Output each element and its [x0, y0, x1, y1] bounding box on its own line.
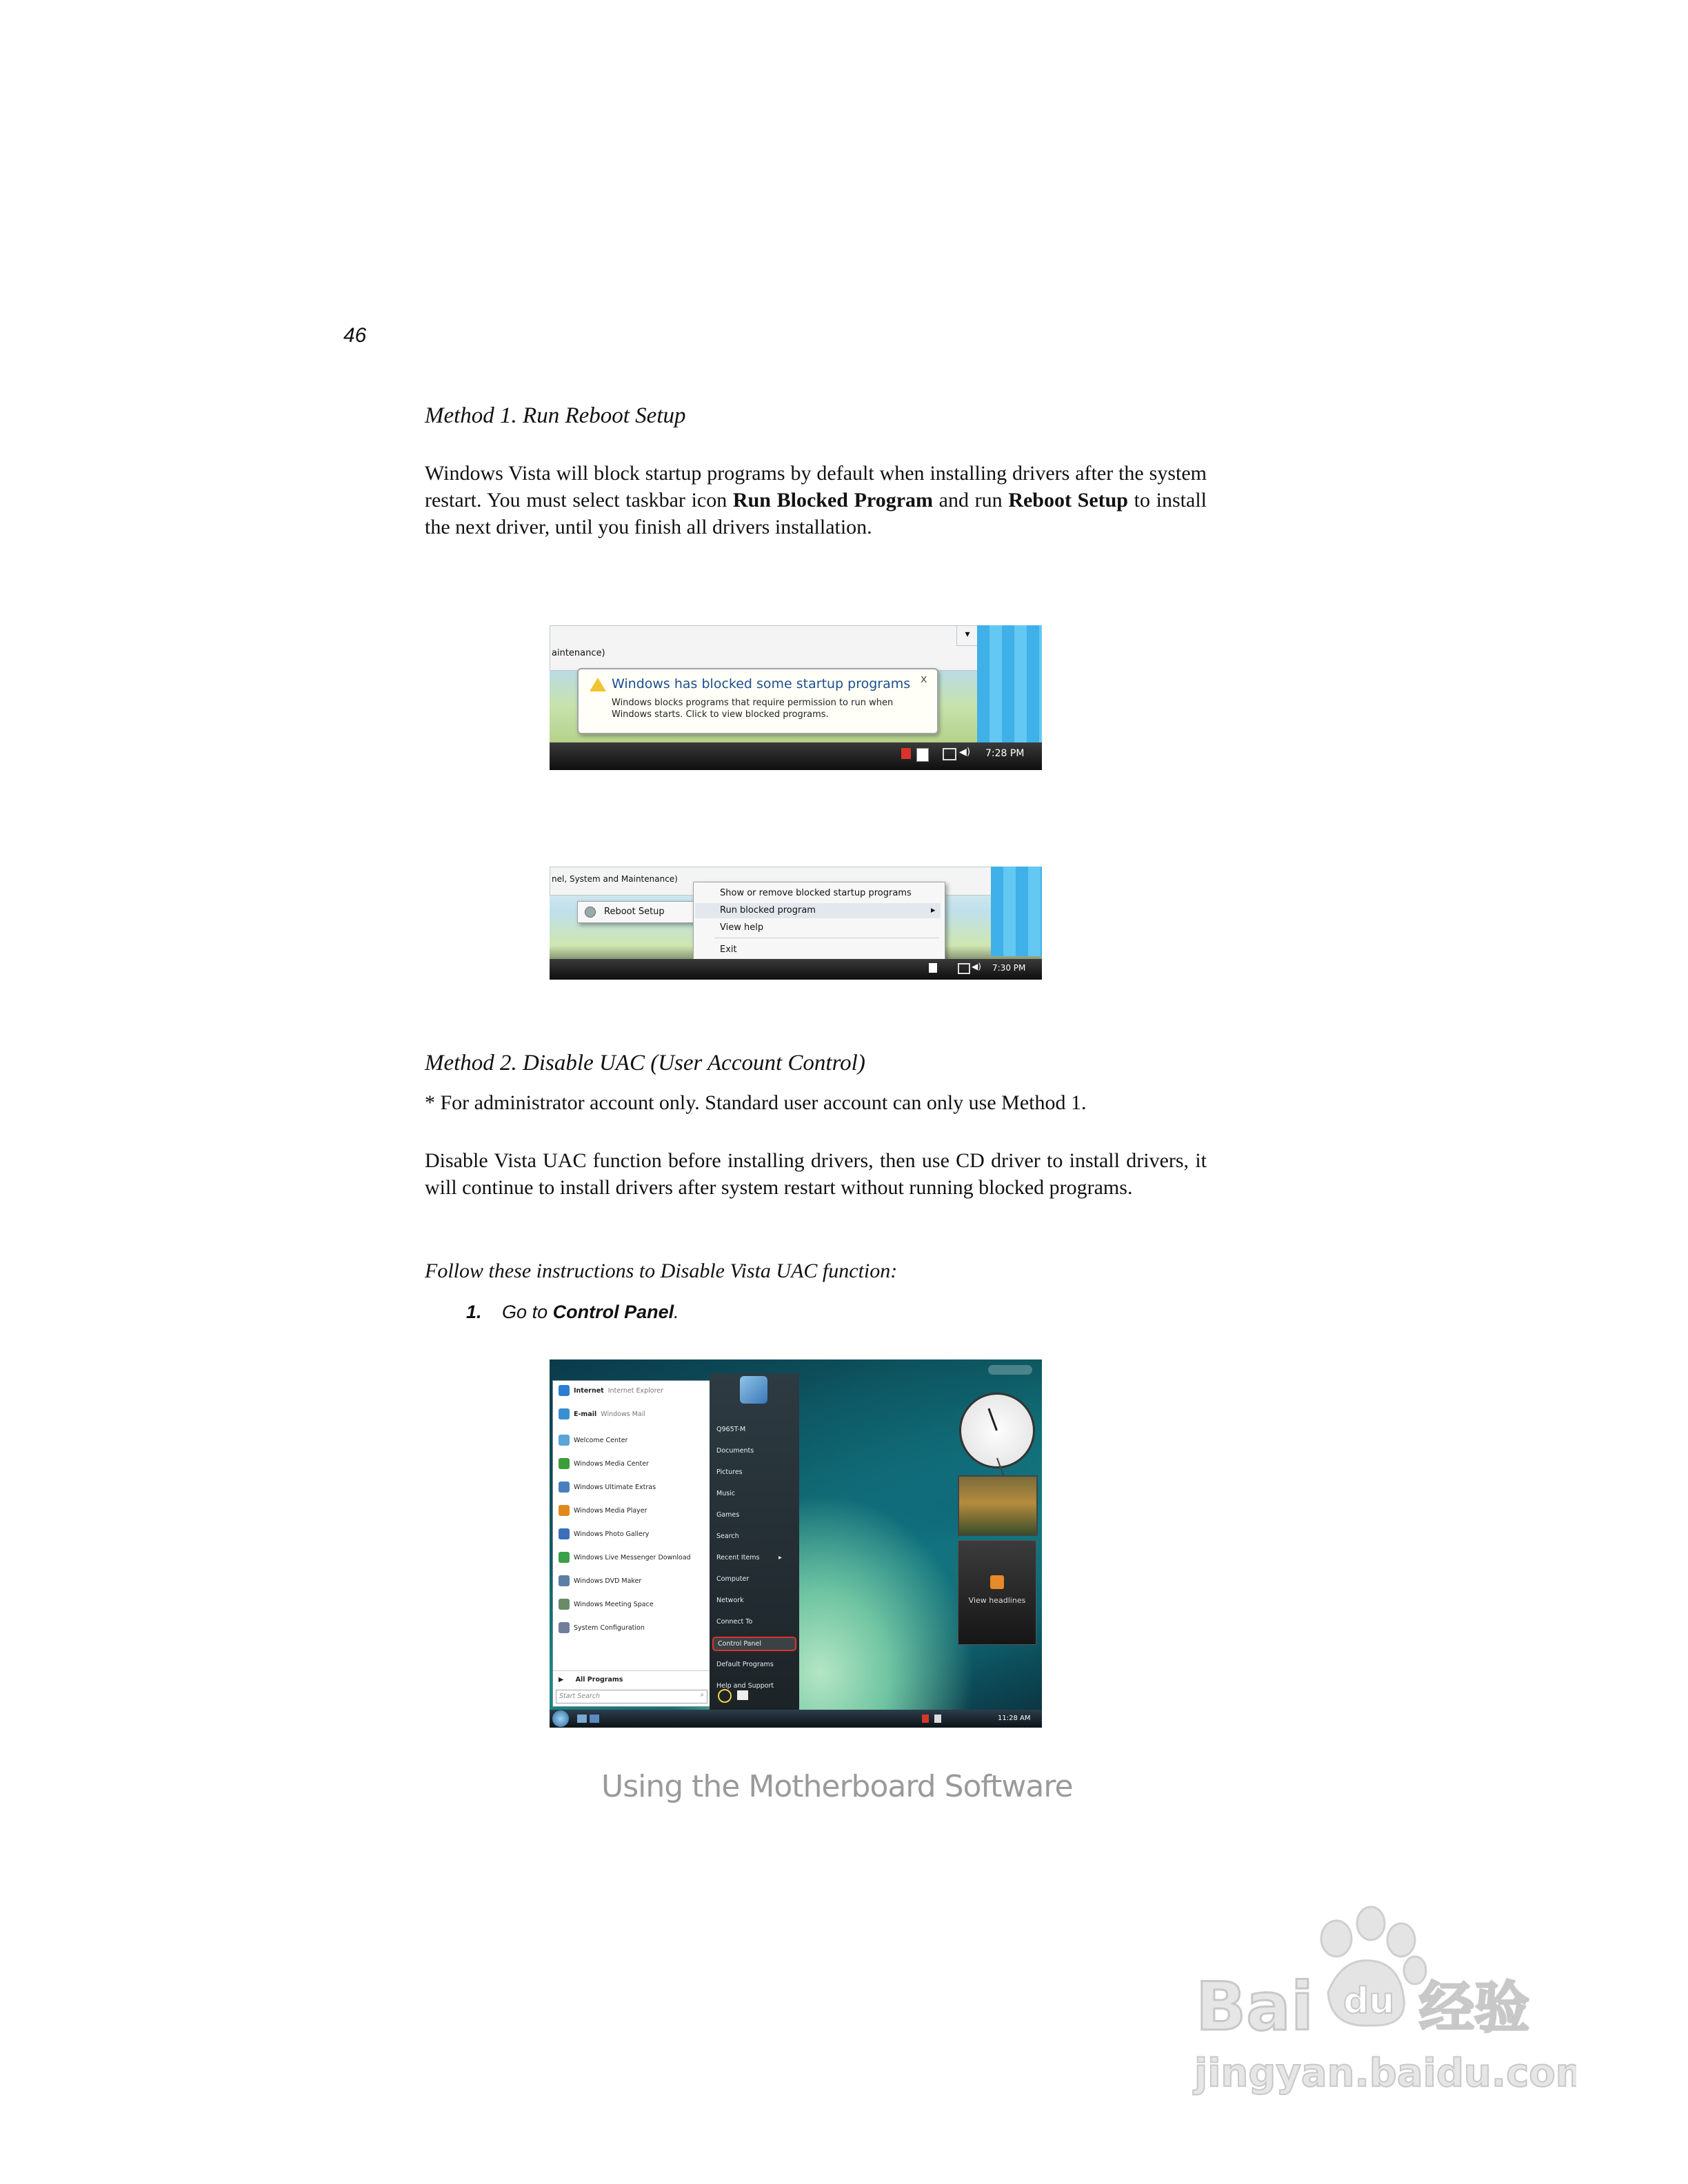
method1-heading: Method 1. Run Reboot Setup: [425, 403, 686, 428]
program-label: Windows Ultimate Extras: [574, 1483, 656, 1491]
places-item[interactable]: Default Programs: [716, 1661, 774, 1668]
all-programs-label: All Programs: [575, 1676, 623, 1684]
program-icon: [559, 1528, 570, 1539]
shield-icon[interactable]: [916, 748, 929, 762]
desktop-background-strip: [991, 867, 1042, 956]
baidu-logo-text: Bai: [1196, 1968, 1314, 2045]
all-programs-button[interactable]: [559, 1676, 623, 1684]
program-icon: [559, 1435, 570, 1446]
start-menu-item[interactable]: [559, 1385, 663, 1396]
lock-icon[interactable]: [737, 1690, 748, 1700]
taskbar: [550, 1710, 1042, 1728]
screenshot-context-menu: [550, 867, 1042, 980]
program-sublabel: Windows Mail: [601, 1410, 645, 1418]
program-sublabel: Internet Explorer: [607, 1386, 664, 1395]
dropdown-button[interactable]: ▾: [956, 625, 978, 646]
program-icon: [559, 1385, 570, 1396]
control-panel-item[interactable]: Control Panel: [712, 1637, 796, 1651]
balloon-title: Windows has blocked some startup programs: [612, 676, 911, 691]
taskbar-clock[interactable]: 11:28 AM: [998, 1715, 1031, 1722]
program-label: Welcome Center: [574, 1436, 628, 1444]
places-item[interactable]: Documents: [716, 1447, 754, 1455]
quick-launch-icon-2[interactable]: [590, 1715, 599, 1723]
program-label: System Configuration: [574, 1624, 645, 1632]
program-label: Windows Meeting Space: [574, 1600, 654, 1608]
program-label: E-mail: [574, 1410, 597, 1418]
program-label: Windows DVD Maker: [574, 1577, 642, 1585]
feed-headlines-gadget[interactable]: [958, 1540, 1036, 1645]
blocked-program-tray-icon[interactable]: [901, 748, 911, 759]
network-icon[interactable]: [943, 748, 956, 760]
program-label: Windows Photo Gallery: [574, 1530, 650, 1538]
program-icon: [559, 1552, 570, 1563]
baidu-paw-logo: [1190, 1903, 1576, 2110]
places-item[interactable]: Search: [716, 1533, 739, 1540]
view-headlines-label: View headlines: [968, 1596, 1026, 1605]
start-menu-item[interactable]: [559, 1505, 647, 1516]
method1-paragraph: [425, 460, 1207, 540]
places-item[interactable]: Games: [716, 1511, 740, 1519]
start-menu-divider: [553, 1670, 710, 1671]
quick-launch-icon[interactable]: [577, 1715, 587, 1723]
balloon-text: Windows blocks programs that require permission to run when Windows starts. Click to view blocked programs.: [612, 698, 894, 720]
arrow-right-icon: ▶: [559, 1676, 564, 1684]
sidebar-controls[interactable]: [988, 1365, 1032, 1375]
taskbar-clock[interactable]: 7:30 PM: [992, 963, 1026, 973]
network-icon[interactable]: [958, 963, 970, 974]
start-menu-item[interactable]: [559, 1599, 654, 1610]
method2-instructions: Follow these instructions to Disable Vista UAC function:: [425, 1260, 898, 1282]
start-menu-programs-pane: [552, 1380, 711, 1707]
method1-text-3: to install the next driver, until you finish all drivers installation.: [425, 489, 1207, 538]
clock-gadget[interactable]: [959, 1393, 1035, 1468]
method1-text-2: and run: [933, 489, 1009, 512]
start-menu-item[interactable]: [559, 1528, 649, 1539]
places-item[interactable]: Connect To: [716, 1618, 753, 1626]
user-picture-icon: [740, 1376, 767, 1404]
jingyan-url: jingyan.baidu.com: [1194, 2051, 1576, 2096]
tray-context-menu: [693, 882, 945, 964]
tray-icon[interactable]: [922, 1715, 929, 1723]
screenshot-start-menu: [550, 1359, 1042, 1728]
page-number: 46: [343, 324, 367, 347]
start-menu-item[interactable]: [559, 1552, 691, 1563]
power-icon[interactable]: [718, 1689, 732, 1703]
start-menu-item[interactable]: [559, 1408, 645, 1419]
program-icon: [559, 1458, 570, 1469]
start-menu-item[interactable]: [559, 1458, 649, 1469]
screenshot-blocked-balloon: [550, 625, 1042, 770]
start-menu-item[interactable]: [559, 1482, 656, 1493]
method2-heading: Method 2. Disable UAC (User Account Control): [425, 1051, 865, 1075]
program-icon: [559, 1482, 570, 1493]
page-footer: Using the Motherboard Software: [601, 1769, 1073, 1804]
step-text-prefix: Go to: [502, 1302, 553, 1322]
jingyan-chinese-text: 经验: [1419, 1976, 1529, 2040]
method2-note: * For administrator account only. Standard user account can only use Method 1.: [425, 1091, 1087, 1114]
program-label: Internet: [574, 1386, 604, 1395]
taskbar: [550, 742, 1042, 770]
step-number: 1.: [466, 1302, 482, 1322]
taskbar: [550, 959, 1042, 980]
program-icon: [559, 1505, 570, 1516]
submenu-arrow-icon: ▸: [778, 1554, 782, 1561]
places-item[interactable]: Computer: [716, 1575, 750, 1583]
menu-item-exit[interactable]: Exit: [720, 944, 737, 955]
menu-item-view-help[interactable]: View help: [720, 922, 764, 933]
slideshow-gadget[interactable]: [958, 1475, 1038, 1536]
blocked-programs-balloon[interactable]: [577, 668, 938, 734]
submenu-arrow-icon: ▸: [931, 905, 936, 916]
setup-icon: [585, 907, 596, 918]
places-item[interactable]: Network: [716, 1597, 744, 1604]
places-item[interactable]: Q965T-M: [716, 1426, 746, 1433]
start-menu-places-pane: [710, 1373, 799, 1710]
search-icon: ⌕: [700, 1691, 704, 1699]
reboot-setup-submenu: [577, 901, 696, 923]
start-menu-item[interactable]: [559, 1575, 641, 1586]
method2-paragraph: Disable Vista UAC function before installing drivers, then use CD driver to install drivers, it will continue to install drivers after system restart without running blocked programs.: [425, 1149, 1207, 1199]
program-icon: [559, 1575, 570, 1586]
clock-hand-hour: [987, 1408, 997, 1431]
search-placeholder: Start Search: [559, 1692, 601, 1700]
menu-item-run-blocked[interactable]: Run blocked program: [695, 903, 941, 918]
program-label: Windows Media Center: [574, 1459, 649, 1468]
window-title-fragment: aintenance): [552, 648, 605, 658]
baidu-logo-du: du: [1343, 1981, 1395, 2022]
places-item[interactable]: Music: [716, 1490, 736, 1497]
places-item[interactable]: Help and Support: [716, 1682, 774, 1690]
method1-text-1: Windows Vista will block startup programs by default when installing drivers after the system restart. You must select taskbar icon: [425, 462, 1207, 512]
program-icon: [559, 1622, 570, 1633]
volume-icon[interactable]: ◀): [972, 962, 981, 971]
close-icon[interactable]: x: [921, 672, 927, 685]
places-item[interactable]: Recent Items: [716, 1554, 760, 1561]
control-panel-window: [550, 625, 978, 671]
start-menu-item[interactable]: [559, 1622, 645, 1633]
desktop-background-strip: [977, 625, 1042, 742]
start-menu-item[interactable]: [559, 1435, 627, 1446]
start-orb-button[interactable]: [552, 1710, 569, 1727]
reboot-setup-item[interactable]: Reboot Setup: [604, 907, 665, 917]
window-title-fragment: nel, System and Maintenance): [552, 874, 678, 884]
program-icon: [559, 1599, 570, 1610]
baidu-jingyan-watermark: [1190, 1903, 1576, 2110]
rss-icon: [990, 1575, 1004, 1589]
step-text-suffix: .: [674, 1302, 679, 1322]
tray-icon-2[interactable]: [934, 1715, 941, 1723]
menu-item-show-remove[interactable]: Show or remove blocked startup programs: [720, 888, 912, 898]
method1-bold-2: Reboot Setup: [1008, 489, 1128, 512]
program-label: Windows Media Player: [574, 1506, 647, 1515]
warning-icon: [590, 678, 606, 691]
blocked-program-tray-icon[interactable]: [929, 963, 937, 973]
program-label: Windows Live Messenger Download: [574, 1553, 691, 1561]
volume-icon[interactable]: ◀): [959, 747, 971, 758]
places-item[interactable]: Pictures: [716, 1468, 743, 1476]
step-1: [466, 1302, 679, 1323]
method1-bold-1: Run Blocked Program: [732, 489, 934, 512]
step-text-bold: Control Panel: [552, 1302, 674, 1322]
taskbar-clock[interactable]: 7:28 PM: [985, 748, 1025, 759]
start-search-input[interactable]: [556, 1690, 707, 1703]
program-icon: [559, 1408, 570, 1419]
